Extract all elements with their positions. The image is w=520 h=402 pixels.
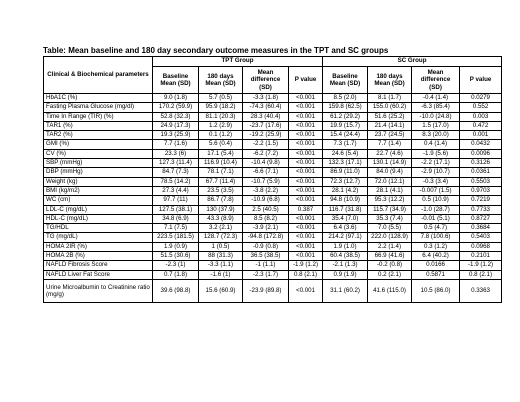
table-cell: 23.5 (3.5) bbox=[199, 186, 243, 195]
table-cell: 84.0 (9.4) bbox=[368, 168, 412, 177]
table-cell: 86.9 (11.0) bbox=[323, 168, 368, 177]
table-cell: <0.001 bbox=[289, 168, 323, 177]
table-title: Table: Mean baseline and 180 day secondary outcome measures in the TPT and SC groups bbox=[43, 46, 389, 55]
outcomes-table bbox=[43, 56, 502, 303]
table-cell: 128.7 (72.3) bbox=[199, 233, 243, 242]
table-cell: <0.001 bbox=[289, 140, 323, 149]
table-cell: 0.3 (1.2) bbox=[412, 242, 460, 251]
table-cell: -10.0 (24.8) bbox=[412, 112, 460, 121]
row-label: Urine Microalbumin to Creatinine ratio (mg/g) bbox=[44, 279, 153, 302]
table-cell: 0.3363 bbox=[460, 279, 502, 302]
row-label: BMI (kg/m2) bbox=[44, 186, 153, 195]
table-cell: 1.9 (1.0) bbox=[323, 242, 368, 251]
row-label: NAFLD Liver Fat Score bbox=[44, 270, 153, 279]
table-cell: 7.1 (7.5) bbox=[153, 224, 199, 233]
table-row bbox=[44, 94, 502, 103]
table-cell: 0.5503 bbox=[460, 177, 502, 186]
table-cell: 95.3 (12.2) bbox=[368, 196, 412, 205]
table-cell: 5.7 (0.5) bbox=[199, 94, 243, 103]
table-cell: 24.9 (17.3) bbox=[153, 121, 199, 130]
table-row bbox=[44, 279, 502, 302]
table-cell: -0.9 (0.8) bbox=[243, 242, 289, 251]
table-cell: -2.1 (1.3) bbox=[323, 261, 368, 270]
table-cell: 0.2101 bbox=[460, 252, 502, 261]
table-cell: 0.4 (1.4) bbox=[412, 140, 460, 149]
table-cell: -1 (1.1) bbox=[243, 261, 289, 270]
table-cell: 19.9 (15.7) bbox=[323, 121, 368, 130]
table-cell: 0.3126 bbox=[460, 159, 502, 168]
table-cell: -1.9 (1.2) bbox=[289, 261, 323, 270]
table-cell: 23.7 (24.5) bbox=[368, 131, 412, 140]
table-cell: 39.6 (98.8) bbox=[153, 279, 199, 302]
table-cell: 8.3 (20.0) bbox=[412, 131, 460, 140]
table-cell: 7.7 (1.4) bbox=[368, 140, 412, 149]
table-cell: 0.3684 bbox=[460, 224, 502, 233]
row-label: TG/HDL bbox=[44, 224, 153, 233]
row-label: TG (mg/dL) bbox=[44, 233, 153, 242]
table-cell: 222.0 (128.9) bbox=[368, 233, 412, 242]
table-cell: 0.8 (2.1) bbox=[289, 270, 323, 279]
table-cell: <0.001 bbox=[289, 242, 323, 251]
table-cell: 0.7219 bbox=[460, 196, 502, 205]
col-header: Mean difference (SD) bbox=[243, 67, 289, 94]
table-cell: -10.9 (6.8) bbox=[243, 196, 289, 205]
row-label: HOMA 2IR (%) bbox=[44, 242, 153, 251]
table-row bbox=[44, 224, 502, 233]
table-row bbox=[44, 242, 502, 251]
table-cell: 8.5 (2.0) bbox=[323, 94, 368, 103]
table-cell: -0.3 (3.4) bbox=[412, 177, 460, 186]
table-cell: 41.6 (115.0) bbox=[368, 279, 412, 302]
table-row bbox=[44, 233, 502, 242]
table-cell: 0.0096 bbox=[460, 149, 502, 158]
table-cell: 0.387 bbox=[289, 205, 323, 214]
table-cell: -23.9 (89.8) bbox=[243, 279, 289, 302]
table-cell: -94.8 (172.8) bbox=[243, 233, 289, 242]
table-cell: <0.001 bbox=[289, 177, 323, 186]
table-cell: 7.8 (100.6) bbox=[412, 233, 460, 242]
table-cell: 28.1 (4.1) bbox=[368, 186, 412, 195]
table-cell: 84.7 (7.3) bbox=[153, 168, 199, 177]
table-cell: 72.3 (12.7) bbox=[323, 177, 368, 186]
table-cell: 0.552 bbox=[460, 103, 502, 112]
table-cell: -10.4 (9.8) bbox=[243, 159, 289, 168]
table-cell: 86.7 (7.8) bbox=[199, 196, 243, 205]
table-cell: 51.5 (30.6) bbox=[153, 252, 199, 261]
table-cell: -6.2 (7.2) bbox=[243, 149, 289, 158]
table-cell: 23.3 (6) bbox=[153, 149, 199, 158]
table-cell: 28.3 (40.4) bbox=[243, 112, 289, 121]
table-cell: <0.001 bbox=[289, 121, 323, 130]
table-cell: 0.1 (1.2) bbox=[199, 131, 243, 140]
table-cell: 1 (0.5) bbox=[199, 242, 243, 251]
table-cell: 67.7 (11.4) bbox=[199, 177, 243, 186]
table-cell: 0.5 (4.7) bbox=[412, 224, 460, 233]
table-cell: -3.8 (2.2) bbox=[243, 186, 289, 195]
table-row bbox=[44, 103, 502, 112]
table-cell: 19.3 (25.9) bbox=[153, 131, 199, 140]
table-cell: 0.7 (1.8) bbox=[153, 270, 199, 279]
table-cell: 7.7 (1.6) bbox=[153, 140, 199, 149]
row-label: CV (%) bbox=[44, 149, 153, 158]
table-row bbox=[44, 121, 502, 130]
table-cell: <0.001 bbox=[289, 149, 323, 158]
table-cell: 3.2 (2.1) bbox=[199, 224, 243, 233]
table-row bbox=[44, 205, 502, 214]
row-label: SBP (mmHg) bbox=[44, 159, 153, 168]
row-label: Fasting Plasma Glucose (mg/dl) bbox=[44, 103, 153, 112]
table-cell: 132.3 (17.1) bbox=[323, 159, 368, 168]
table-cell: 155.0 (60.2) bbox=[368, 103, 412, 112]
row-label: Weight (kg) bbox=[44, 177, 153, 186]
table-cell: -3.9 (2.1) bbox=[243, 224, 289, 233]
table-row bbox=[44, 252, 502, 261]
table-cell: 116.9 (10.4) bbox=[199, 159, 243, 168]
table-cell: -6.6 (7.1) bbox=[243, 168, 289, 177]
table-cell: 0.9703 bbox=[460, 186, 502, 195]
table-cell: 0.0166 bbox=[412, 261, 460, 270]
table-cell: 88 (31.3) bbox=[199, 252, 243, 261]
table-cell: <0.001 bbox=[289, 103, 323, 112]
table-cell: 60.4 (38.5) bbox=[323, 252, 368, 261]
table-cell: 127.5 (38.1) bbox=[153, 205, 199, 214]
table-cell: <0.001 bbox=[289, 159, 323, 168]
table-row bbox=[44, 168, 502, 177]
table-cell: <0.001 bbox=[289, 131, 323, 140]
table-body bbox=[44, 94, 502, 303]
table-cell: 24.6 (5.4) bbox=[323, 149, 368, 158]
table-cell: <0.001 bbox=[289, 233, 323, 242]
table-cell: -3.3 (1.8) bbox=[243, 94, 289, 103]
table-cell: 115.7 (34.9) bbox=[368, 205, 412, 214]
table-cell: -2.3 (1) bbox=[153, 261, 199, 270]
table-cell: 35.4 (7.0) bbox=[323, 214, 368, 223]
table-cell: 7.3 (1.7) bbox=[323, 140, 368, 149]
table-cell: 8.1 (1.7) bbox=[368, 94, 412, 103]
table-cell: 0.0968 bbox=[460, 242, 502, 251]
col-header: Baseline Mean (SD) bbox=[323, 67, 368, 94]
table-cell: -74.3 (60.4) bbox=[243, 103, 289, 112]
table-cell: 159.8 (62.5) bbox=[323, 103, 368, 112]
col-header: 180 days Mean (SD) bbox=[368, 67, 412, 94]
table-cell: 27.3 (4.4) bbox=[153, 186, 199, 195]
table-cell: -23.7 (17.6) bbox=[243, 121, 289, 130]
row-label: NAFLD Fibrosis Score bbox=[44, 261, 153, 270]
table-row bbox=[44, 270, 502, 279]
row-label: GMI (%) bbox=[44, 140, 153, 149]
table-cell: <0.001 bbox=[289, 214, 323, 223]
table-cell: 0.0279 bbox=[460, 94, 502, 103]
table-cell: <0.001 bbox=[289, 196, 323, 205]
table-cell: 43.3 (8.9) bbox=[199, 214, 243, 223]
table-cell: 1.9 (0.9) bbox=[153, 242, 199, 251]
table-cell: 6.4 (3.6) bbox=[323, 224, 368, 233]
row-label: HDL-C (mg/dL) bbox=[44, 214, 153, 223]
table-cell: 1.2 (2.9) bbox=[199, 121, 243, 130]
table-cell: 81.1 (20.3) bbox=[199, 112, 243, 121]
table-cell: 0.2 (2.1) bbox=[368, 270, 412, 279]
table-cell: -0.4 (1.4) bbox=[412, 94, 460, 103]
table-cell: -1.9 (5.6) bbox=[412, 149, 460, 158]
table-row bbox=[44, 140, 502, 149]
table-cell: 61.2 (29.2) bbox=[323, 112, 368, 121]
table-cell: -2.2 (17.1) bbox=[412, 159, 460, 168]
table-cell: -2.9 (10.7) bbox=[412, 168, 460, 177]
table-cell: 17.1 (5.4) bbox=[199, 149, 243, 158]
table-cell: 0.5 (10.9) bbox=[412, 196, 460, 205]
table-cell: -0.2 (0.8) bbox=[368, 261, 412, 270]
table-cell: 116.7 (31.8) bbox=[323, 205, 368, 214]
table-cell: -10.7 (5.9) bbox=[243, 177, 289, 186]
table-cell: 223.5 (181.5) bbox=[153, 233, 199, 242]
table-cell: 0.003 bbox=[460, 112, 502, 121]
table-row bbox=[44, 159, 502, 168]
table-cell: <0.001 bbox=[289, 94, 323, 103]
table-cell: 78.1 (7.1) bbox=[199, 168, 243, 177]
table-cell: 0.8727 bbox=[460, 214, 502, 223]
table-cell: 36.5 (38.5) bbox=[243, 252, 289, 261]
table-cell: -2.3 (1.7) bbox=[243, 270, 289, 279]
table-row bbox=[44, 131, 502, 140]
col-header: Baseline Mean (SD) bbox=[153, 67, 199, 94]
table-cell: 1.5 (17.0) bbox=[412, 121, 460, 130]
table-cell: 72.0 (12.1) bbox=[368, 177, 412, 186]
table-cell: 130 (37.9) bbox=[199, 205, 243, 214]
col-header: 180 days Mean (SD) bbox=[199, 67, 243, 94]
table-cell: -1.6 (1) bbox=[199, 270, 243, 279]
table-cell: -0.007 (1.5) bbox=[412, 186, 460, 195]
table-row bbox=[44, 214, 502, 223]
table-cell: 2.5 (40.5) bbox=[243, 205, 289, 214]
col-header: P value bbox=[460, 67, 502, 94]
table-cell: <0.001 bbox=[289, 252, 323, 261]
table-cell: 52.8 (32.3) bbox=[153, 112, 199, 121]
table-cell: 0.9 (1.9) bbox=[323, 270, 368, 279]
sc-group-header: SC Group bbox=[323, 57, 502, 67]
row-label: Time In Range (TIR) (%) bbox=[44, 112, 153, 121]
tpt-group-header: TPT Group bbox=[153, 57, 323, 67]
table-cell: 2.2 (1.4) bbox=[368, 242, 412, 251]
row-label: HbA1C (%) bbox=[44, 94, 153, 103]
table-cell: 15.6 (60.9) bbox=[199, 279, 243, 302]
col-header: Mean difference (SD) bbox=[412, 67, 460, 94]
param-header: Clinical & Biochemical parameters bbox=[44, 57, 153, 94]
table-cell: 97.7 (11) bbox=[153, 196, 199, 205]
table-cell: 51.6 (25.2) bbox=[368, 112, 412, 121]
table-cell: 66.9 (41.6) bbox=[368, 252, 412, 261]
table-cell: 22.7 (4.6) bbox=[368, 149, 412, 158]
table-cell: 35.3 (7.4) bbox=[368, 214, 412, 223]
table-cell: 15.4 (24.4) bbox=[323, 131, 368, 140]
table-row bbox=[44, 261, 502, 270]
table-cell: 10.5 (86.0) bbox=[412, 279, 460, 302]
table-cell: 0.8 (2.1) bbox=[460, 270, 502, 279]
table-cell: -1.9 (1.2) bbox=[460, 261, 502, 270]
table-cell: 95.9 (18.2) bbox=[199, 103, 243, 112]
row-label: LDL-C (mg/dL) bbox=[44, 205, 153, 214]
table-cell: -3.3 (1.1) bbox=[199, 261, 243, 270]
table-row bbox=[44, 177, 502, 186]
table-cell: 31.1 (60.2) bbox=[323, 279, 368, 302]
row-label: TAR2 (%) bbox=[44, 131, 153, 140]
table-cell: 127.3 (11.4) bbox=[153, 159, 199, 168]
table-cell: 6.4 (40.2) bbox=[412, 252, 460, 261]
table-cell: 130.1 (14.9) bbox=[368, 159, 412, 168]
table-cell: -0.01 (5.1) bbox=[412, 214, 460, 223]
table-cell: 0.5871 bbox=[412, 270, 460, 279]
table-cell: -2.2 (1.5) bbox=[243, 140, 289, 149]
col-header: P value bbox=[289, 67, 323, 94]
table-cell: 34.8 (6.9) bbox=[153, 214, 199, 223]
table-cell: 0.7733 bbox=[460, 205, 502, 214]
table-cell: 9.0 (1.8) bbox=[153, 94, 199, 103]
table-cell: 78.5 (14.2) bbox=[153, 177, 199, 186]
row-label: HOMA 2B (%) bbox=[44, 252, 153, 261]
table-cell: <0.001 bbox=[289, 186, 323, 195]
table-row bbox=[44, 112, 502, 121]
table-cell: <0.001 bbox=[289, 279, 323, 302]
table-row bbox=[44, 149, 502, 158]
table-cell: -6.3 (85.4) bbox=[412, 103, 460, 112]
table-cell: 8.5 (8.2) bbox=[243, 214, 289, 223]
table-cell: 7.0 (5.5) bbox=[368, 224, 412, 233]
table-cell: -1.0 (28.7) bbox=[412, 205, 460, 214]
table-row bbox=[44, 196, 502, 205]
table-cell: 170.2 (59.9) bbox=[153, 103, 199, 112]
table-cell: 214.2 (97.1) bbox=[323, 233, 368, 242]
table-cell: 21.4 (14.1) bbox=[368, 121, 412, 130]
table-cell: 0.0432 bbox=[460, 140, 502, 149]
table-cell: 0.5403 bbox=[460, 233, 502, 242]
table-cell: -19.2 (25.9) bbox=[243, 131, 289, 140]
table-cell: <0.001 bbox=[289, 112, 323, 121]
row-label: DBP (mmHg) bbox=[44, 168, 153, 177]
table-cell: 0.472 bbox=[460, 121, 502, 130]
table-cell: 28.1 (4.2) bbox=[323, 186, 368, 195]
table-cell: 0.0361 bbox=[460, 168, 502, 177]
table-cell: <0.001 bbox=[289, 224, 323, 233]
table-cell: 94.8 (10.9) bbox=[323, 196, 368, 205]
row-label: WC (cm) bbox=[44, 196, 153, 205]
table-cell: 5.6 (0.4) bbox=[199, 140, 243, 149]
table-cell: 0.001 bbox=[460, 131, 502, 140]
table-row bbox=[44, 186, 502, 195]
row-label: TAR1 (%) bbox=[44, 121, 153, 130]
